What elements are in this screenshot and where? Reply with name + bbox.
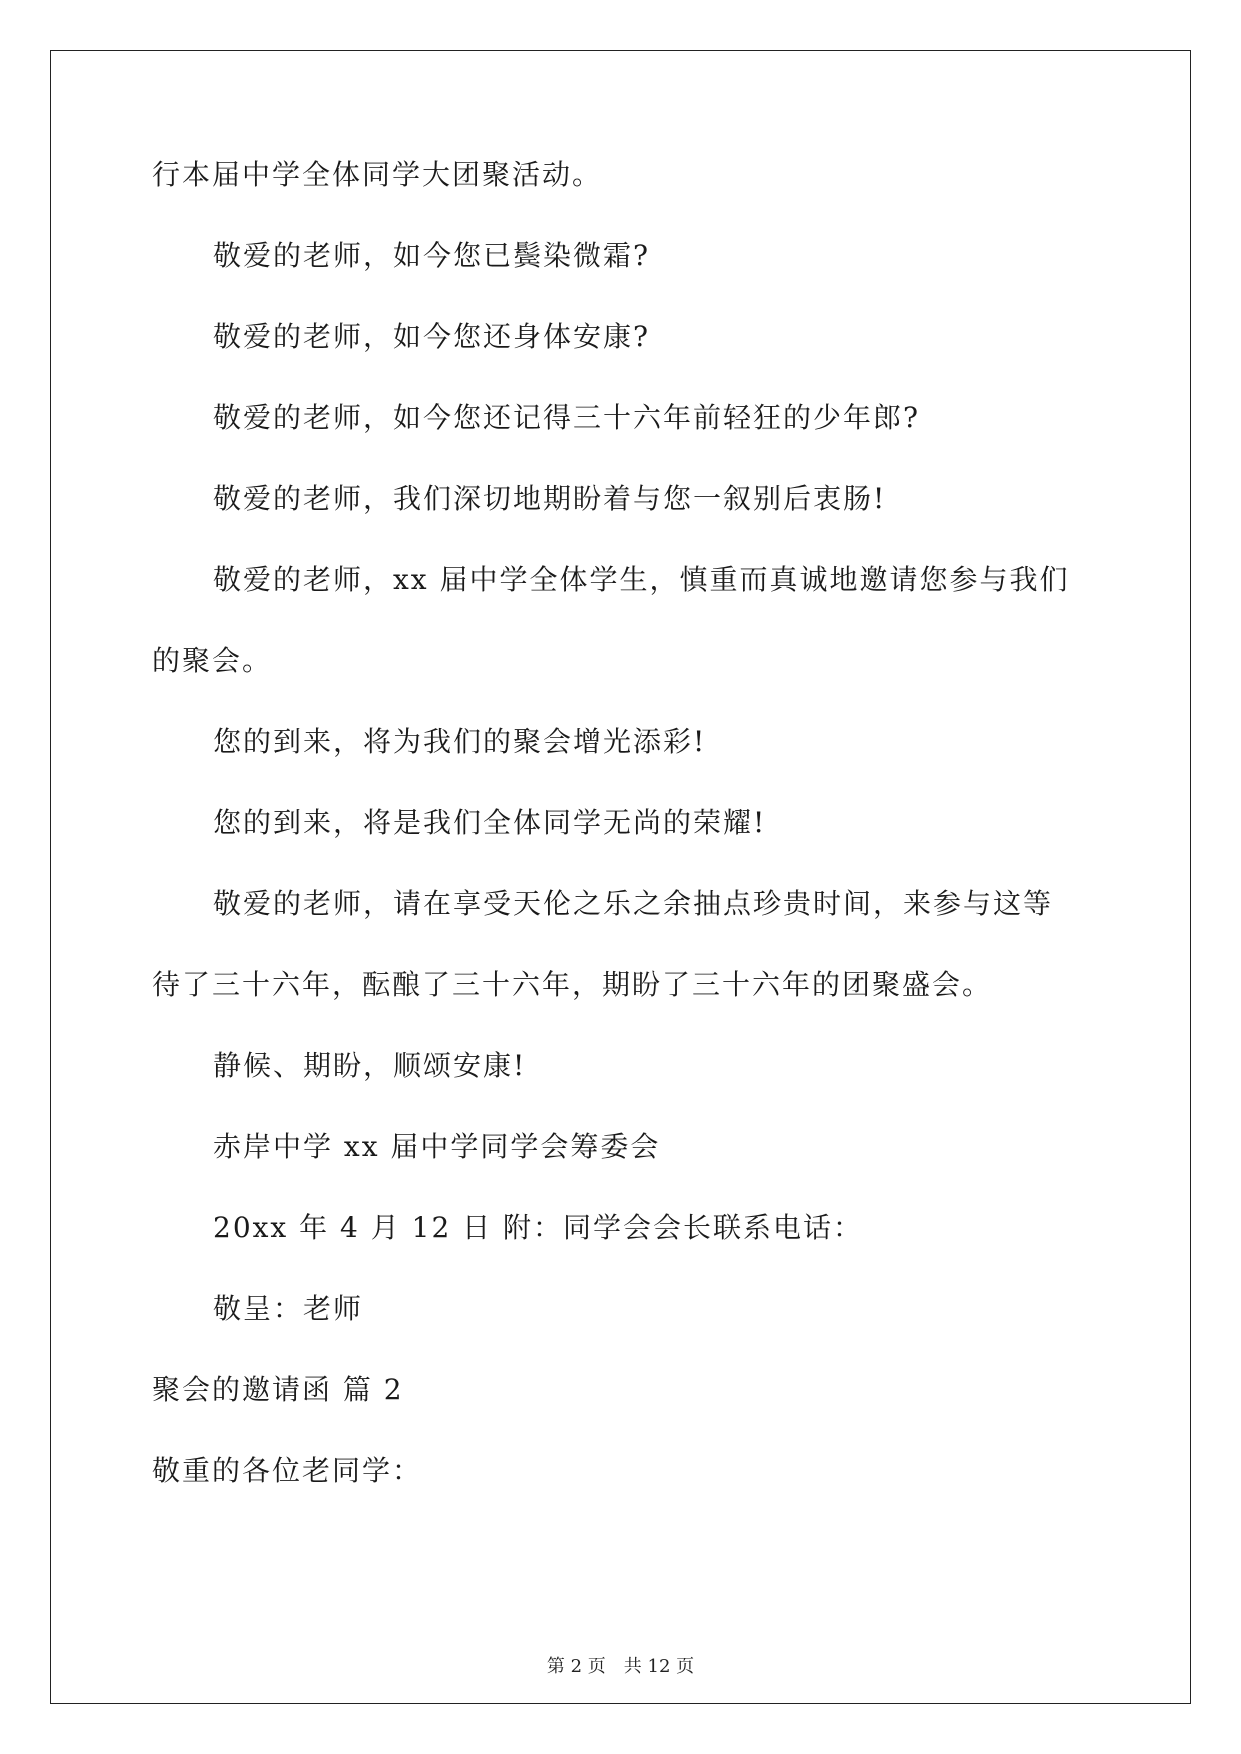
- body-line-7: 的聚会。: [152, 644, 273, 677]
- body-line-9: 您的到来，将是我们全体同学无尚的荣耀!: [213, 806, 767, 839]
- body-line-6: 敬爱的老师，xx 届中学全体学生，慎重而真诚地邀请您参与我们: [213, 563, 1070, 596]
- respectfully-presented: 敬呈：老师: [213, 1292, 364, 1325]
- body-line-3: 敬爱的老师，如今您还身体安康?: [213, 320, 651, 353]
- body-line-10: 敬爱的老师，请在享受天伦之乐之余抽点珍贵时间，来参与这等: [213, 887, 1054, 920]
- signature-date: 20xx 年 4 月 12 日 附：同学会会长联系电话：: [213, 1211, 864, 1244]
- body-line-4: 敬爱的老师，如今您还记得三十六年前轻狂的少年郎?: [213, 401, 921, 434]
- body-line-5: 敬爱的老师，我们深切地期盼着与您一叙别后衷肠!: [213, 482, 887, 515]
- salutation: 敬重的各位老同学：: [152, 1454, 423, 1487]
- section-heading: 聚会的邀请函 篇 2: [152, 1373, 404, 1406]
- body-line-1: 行本届中学全体同学大团聚活动。: [152, 158, 603, 191]
- body-line-12: 静候、期盼，顺颂安康!: [213, 1049, 527, 1082]
- body-line-8: 您的到来，将为我们的聚会增光添彩!: [213, 725, 707, 758]
- body-line-11: 待了三十六年，酝酿了三十六年，期盼了三十六年的团聚盛会。: [152, 968, 993, 1001]
- body-line-2: 敬爱的老师，如今您已鬓染微霜?: [213, 239, 651, 272]
- page-number-footer: 第 2 页 共 12 页: [546, 1656, 695, 1677]
- signature-committee: 赤岸中学 xx 届中学同学会筹委会: [213, 1130, 661, 1163]
